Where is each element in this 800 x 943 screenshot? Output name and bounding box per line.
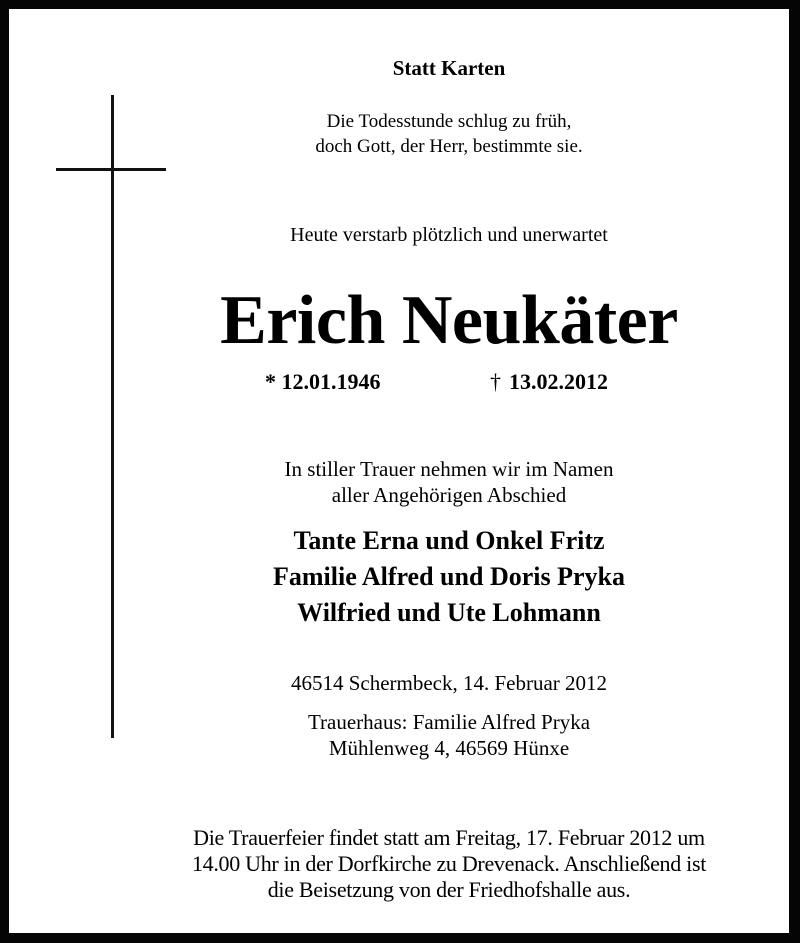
verse — [149, 109, 749, 159]
mourner-entry: Wilfried und Ute Lohmann — [297, 598, 601, 627]
death-date-value: 13.02.2012 — [509, 369, 608, 394]
birth-star-icon: * — [265, 369, 276, 394]
mourning-house-line: Trauerhaus: Familie Alfred Pryka — [307, 710, 591, 734]
dagger-icon: † — [490, 369, 501, 394]
deceased-name: Erich Neukäter — [220, 282, 678, 359]
place-and-date: 46514 Schermbeck, 14. Februar 2012 — [290, 671, 608, 695]
mourning-text-line: In stiller Trauer nehmen wir im Namen — [284, 457, 614, 481]
ceremony-info — [109, 825, 789, 903]
verse-line: Die Todesstunde schlug zu früh, — [326, 111, 572, 132]
mourning-text-line: aller Angehörigen Abschied — [331, 483, 567, 507]
ceremony-line: Die Trauerfeier findet statt am Freitag, 17. Februar 2012 um — [193, 825, 705, 850]
cross-vertical-beam — [111, 95, 114, 738]
birth-date — [265, 367, 381, 397]
mourner-entry: Tante Erna und Onkel Fritz — [293, 526, 605, 555]
mourning-house-address: Mühlenweg 4, 46569 Hünxe — [328, 736, 570, 760]
death-date — [490, 367, 608, 397]
mourner-entry: Familie Alfred und Doris Pryka — [273, 562, 625, 591]
mourning-text — [149, 456, 749, 508]
life-dates — [9, 367, 800, 397]
birth-date-value: 12.01.1946 — [281, 369, 381, 394]
ceremony-line: 14.00 Uhr in der Dorfkirche zu Drevenack. Anschließend ist — [191, 851, 707, 876]
notice-header: Statt Karten — [392, 56, 506, 80]
cross-horizontal-beam — [56, 168, 166, 171]
ceremony-line: die Beisetzung von der Friedhofshalle aus. — [267, 877, 631, 902]
verse-line: doch Gott, der Herr, bestimmte sie. — [315, 136, 583, 157]
death-announcement: Heute verstarb plötzlich und unerwartet — [290, 224, 608, 246]
mourning-house — [149, 709, 749, 761]
mourners-list — [149, 523, 749, 631]
